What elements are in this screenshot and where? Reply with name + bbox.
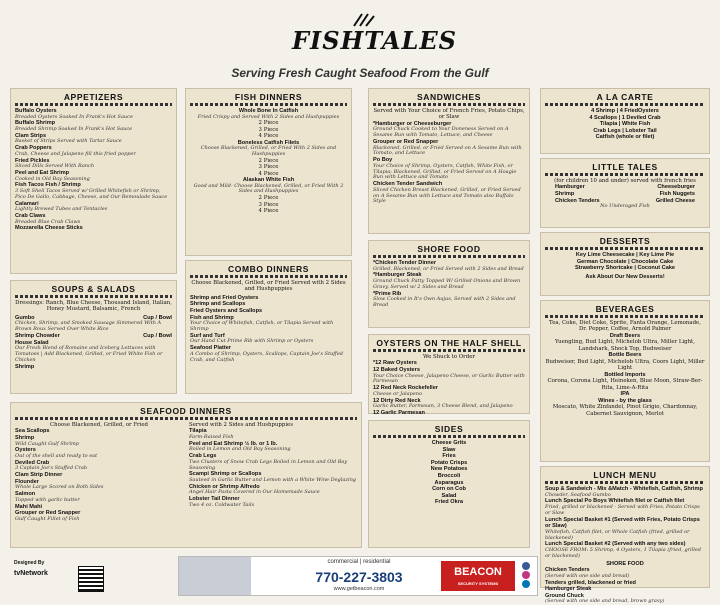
seafood-item: [15, 491, 183, 503]
network-name: tvNetwork: [14, 570, 48, 577]
item-name: Lunch Special Basket #1 (Served with Fries, Potato Crisps or Slaw): [545, 516, 700, 530]
fish-size: 3 Piece: [258, 164, 279, 171]
combo-intro: Choose Blackened, Grilled, or Fried Served with 2 Sides and Hushpuppies: [191, 280, 346, 293]
item-desc: Your Choice of Shrimp, Oysters, Catfish, White Fish, or Tilapia; Blackened, Grilled, or Fried Served on A Hoagie Bun with Lettuce and Tomato: [373, 162, 517, 181]
beverage-group: IPA: [620, 391, 630, 398]
item-desc: Crab, Cheese and Jalapeno fill this fried popper: [15, 150, 136, 157]
lunch-item: [545, 498, 705, 516]
item-name: Surf and Turf: [190, 332, 225, 339]
item-name: Deviled Crab: [15, 459, 50, 466]
item-desc: Two 4 oz. Coldwater Tails: [189, 501, 255, 508]
ad-photo: [179, 557, 251, 595]
sandwich-item: [373, 157, 525, 181]
tagline: Serving Fresh Caught Seafood From the Gulf: [231, 66, 489, 80]
combo-panel: [185, 260, 352, 394]
linkedin-icon[interactable]: [522, 580, 530, 588]
sandwiches-panel: [368, 88, 530, 234]
oysters-list: [373, 360, 525, 416]
appetizer-item: [15, 158, 172, 170]
seafood-item: [189, 453, 357, 471]
qr-code-icon[interactable]: [78, 566, 104, 592]
item-desc: Sliced Chicken Breast Blackened, Grilled, or Fried Served on A Sesame Bun with Lettuce and Tomato also Buffalo Style: [373, 186, 521, 205]
seafood-item: [15, 504, 183, 511]
beverage-list: Moscato, White Zinfandel, Pinot Grigio, Chardonnay, Cabernet Sauvignon, Merlot: [552, 404, 698, 417]
item-name: *Chicken Tender Dinner: [373, 260, 436, 266]
beacon-logo: [441, 561, 515, 591]
side-item: Fries: [442, 453, 456, 460]
item-name: Shrimp Chowder: [15, 333, 60, 339]
appetizer-item: [15, 213, 172, 225]
item-name: Sea Scallops: [15, 428, 50, 435]
item-name: *Hamburger Steak: [373, 272, 422, 279]
fish-size: 2 Piece: [258, 195, 279, 202]
item-name: Chicken Tenders: [545, 567, 590, 574]
item-desc: Boiled in Lemon and Old Bay Seasoning: [189, 446, 291, 453]
appetizer-item: [15, 133, 172, 145]
sandwiches-title: SANDWICHES: [416, 92, 482, 102]
fish-desc: Choose Blackened, Grilled, or Fried With 2 Sides and Hushpuppies: [200, 145, 337, 157]
item-desc: Angel Hair Pasta Covered in Our Homemade Sauce: [189, 489, 320, 496]
fish-size: 4 Piece: [258, 133, 279, 140]
little-item: Chicken Tenders: [555, 197, 600, 204]
beverage-group: Bottle Beers: [608, 352, 642, 359]
item-desc: Our Fresh Blend of Romaine and Iceberg Lettuces with Tomatoes | Add Blackened, Grilled, or Fried White Fish or Chicken: [15, 345, 163, 363]
side-item: Slaw: [442, 446, 456, 453]
oysters-panel: [368, 334, 530, 414]
item-name: Flounder: [15, 478, 39, 485]
fish-size: 4 Piece: [258, 170, 279, 177]
beacon-brand: BEACON: [454, 566, 502, 578]
alacarte-line: Catfish (whole or filet): [595, 134, 655, 141]
item-name: Buffalo Shrimp: [15, 120, 56, 127]
designed-label: Designed By: [14, 560, 45, 566]
item-name: Clam Strip Dinner: [15, 472, 63, 479]
combo-item: [190, 333, 347, 345]
combo-list: [190, 295, 347, 364]
item-name: Chicken or Shrimp Alfredo: [189, 483, 260, 490]
fish-size: 4 Piece: [258, 208, 279, 215]
item-name: Salmon: [15, 491, 36, 498]
fish-group: [190, 108, 347, 140]
seafood-panel: [10, 402, 362, 548]
lunch-list: [545, 486, 705, 560]
fish-panel: [185, 88, 352, 256]
item-name: *Prime Rib: [373, 290, 402, 297]
shore-title: SHORE FOOD: [417, 244, 481, 254]
item-desc: Wild Caught Gulf Shrimp: [15, 440, 79, 447]
ad-phone[interactable]: 770-227-3803: [315, 569, 403, 585]
oyster-item: [373, 360, 525, 367]
item-desc: Grilled, Blackened, or Fried Served with 2 Sides and Bread: [373, 265, 524, 272]
little-item: Shrimp: [555, 191, 575, 197]
item-desc: Slow Cooked in It's Own Aujus, Served with 2 Sides and Bread: [373, 296, 516, 308]
item-name: Po Boy: [373, 157, 393, 164]
sides-title: SIDES: [434, 424, 464, 434]
item-desc: Basket of Strips Served with Tartar Sauce: [15, 138, 122, 145]
appetizer-item: [15, 201, 172, 213]
item-name: Clam Strips: [15, 132, 47, 139]
sandwich-item: [373, 121, 525, 139]
item-name: Soup & Sandwich - Mix &Match - Whitefish, Catfish, Shrimp: [545, 486, 703, 492]
sandwiches-intro: Served with Your Choice of French Fries, Potato Chips, or Slaw: [373, 108, 525, 121]
shore-list: [373, 260, 525, 309]
item-name: Oysters: [15, 447, 36, 454]
seafood-item: [15, 435, 183, 447]
seafood-item: [15, 479, 183, 491]
item-name: Fish Tacos Fish / Shrimp: [15, 182, 81, 189]
little-item: Cheeseburger: [657, 184, 695, 191]
beverage-list: Yuengling, Bud Light, Michelob Ultra, Miller Light, Landshark, Shock Top, Budweiser: [555, 339, 695, 352]
logo-text: FISHTALES: [292, 26, 457, 55]
beverage-group: Draft Beers: [609, 332, 641, 339]
seafood-intro-left: Choose Blackened, Grilled, or Fried: [49, 422, 148, 428]
soups-list: [15, 315, 172, 370]
little-title: LITTLE TALES: [592, 162, 658, 172]
shore-item: [373, 272, 525, 290]
little-row: [545, 184, 705, 191]
item-size: Cup / Bowl: [143, 314, 172, 321]
combo-item: [190, 301, 347, 308]
sides-list: [373, 440, 525, 506]
seafood-item: [15, 460, 183, 472]
fish-size: 2 Piece: [258, 157, 279, 164]
item-desc: CHOOSE FROM: 5 Shrimp, 4 Oysters, 1 Tilapia (fried, grilled or blackened): [545, 546, 701, 559]
alacarte-line: 4 Scallops | 1 Deviled Crab: [589, 114, 661, 121]
item-desc: Breaded Shrimp Soaked In Frank's Hot Sauce: [15, 125, 133, 132]
item-desc: Farm-Raised Fish: [189, 434, 234, 440]
fish-size: 3 Piece: [258, 126, 279, 133]
item-desc: Sauteed in Garlic Butter and Lemon with a White Wine Deglazing: [189, 476, 356, 483]
item-name: 12 Garlic Parmesan: [373, 409, 425, 416]
appetizer-item: [15, 120, 172, 132]
item-name: 12 Baked Oysters: [373, 367, 420, 373]
item-name: Tilapia: [189, 428, 207, 435]
seafood-item: [15, 510, 183, 522]
fish-name: Alaskan White Fish: [242, 177, 295, 184]
lunch-shore-item: [545, 593, 705, 605]
seafood-item: [189, 441, 357, 453]
item-desc: Whole Large Scored on Both Sides: [15, 484, 104, 491]
sandwich-item: [373, 139, 525, 157]
soups-title: SOUPS & SALADS: [51, 284, 136, 294]
item-name: Shrimp and Scallops: [190, 301, 246, 308]
fish-group: [190, 140, 347, 177]
designed-by: [14, 560, 48, 577]
seafood-item: [15, 447, 183, 459]
oyster-item: [373, 385, 525, 397]
item-desc: Chicken, Shrimp, and Smoked Sausage Simmered With A Brown Roux Served Over White Rice: [15, 320, 162, 333]
seafood-left-list: [15, 428, 183, 522]
lunch-item: [545, 517, 705, 542]
combo-item: [190, 315, 347, 333]
beverages-soft: Tea, Coke, Diet Coke, Sprite, Fanta Orange, Lemonade, Dr. Pepper, Coffee, Arnold Palmer: [549, 320, 701, 333]
oysters-title: OYSTERS ON THE HALF SHELL: [376, 338, 522, 348]
combo-item: [190, 295, 347, 302]
beverages-list: [545, 333, 705, 417]
item-desc: Chowder, Seafood Gumbo: [545, 491, 611, 498]
soup-item: [15, 333, 172, 340]
appetizer-item: [15, 108, 172, 120]
seafood-item: [189, 471, 357, 483]
soups-panel: [10, 280, 177, 394]
item-desc: 3 Soft Shell Tacos Served w/ Grilled Whitefish or Shrimp, Pico De Gallo, Cabbage, Cheese, and Our Remoulade Sauce: [15, 187, 168, 200]
desserts-note: Ask About Our New Desserts!: [585, 273, 665, 280]
side-item: Broccoli: [437, 472, 461, 479]
item-name: House Salad: [15, 339, 49, 346]
soup-item: [15, 340, 172, 364]
item-desc: Lightly Brewed Tubes and Tentacles: [15, 206, 108, 213]
item-name: Peel and Eat Shrimp ½ lb. or 1 lb.: [189, 440, 278, 447]
side-item: Salad: [441, 492, 457, 499]
oysters-intro: We Shuck to Order: [423, 354, 475, 360]
social-icons: [517, 561, 535, 591]
alacarte-line: 4 Shrimp | 4 FriedOysters: [591, 108, 659, 114]
item-desc: 3 Captain Joe's Stuffed Crab: [15, 465, 88, 472]
seafood-item: [189, 484, 357, 496]
item-name: 12 Dirty Red Neck: [373, 397, 421, 404]
item-name: Gumbo: [15, 314, 35, 321]
facebook-icon[interactable]: [522, 562, 530, 570]
item-name: Mozzarella Cheese Sticks: [15, 225, 83, 232]
shore-panel: [368, 240, 530, 328]
alacarte-line: Crab Legs | Lobster Tail: [593, 127, 657, 134]
item-desc: Whitefish, Catfish filet, or Whole Catfish (fried, grilled or blackened): [545, 528, 690, 541]
lunch-panel: [540, 466, 710, 605]
item-desc: Fried, grilled or blackened - Served with Fries, Potato Crisps or Slaw: [545, 503, 700, 516]
alacarte-panel: [540, 88, 710, 154]
soup-item: [15, 315, 172, 333]
item-name: Tenders grilled, blackened or fried: [545, 579, 636, 586]
beverage-list: Corona, Corona Light, Heineken, Blue Moon, Straw-Ber-Rita, Lime-A-Rita: [547, 378, 703, 391]
oyster-item: [373, 367, 525, 385]
item-row: [15, 333, 172, 340]
item-name: *12 Raw Oysters: [373, 360, 417, 367]
item-size: Cup / Bowl: [143, 333, 172, 339]
sides-panel: [368, 420, 530, 548]
beverage-group: Bottled Imports: [604, 371, 646, 378]
fish-size: 2 Piece: [258, 120, 279, 127]
seafood-intro-right: Served with 2 Sides and Hushpuppies: [189, 422, 293, 428]
fish-title: FISH DINNERS: [234, 92, 303, 102]
item-desc: Out of the shell and ready to eat: [15, 452, 98, 459]
item-desc: Your Choice of Whitefish, Catfish, or Tilapia Served with Shrimp: [190, 320, 334, 332]
item-name: Hamburger Steak: [545, 586, 592, 593]
dessert-line: Key Lime Cheesecake | Key Lime Pie: [575, 252, 675, 258]
item-name: Buffalo Oysters: [15, 108, 57, 114]
fish-group: [190, 177, 347, 214]
item-name: Chicken Tender Sandwich: [373, 181, 443, 188]
lunch-item: [545, 486, 705, 498]
item-name: Lunch Special Basket #2 (Served with any two sides): [545, 541, 686, 548]
soup-item: [15, 364, 172, 371]
item-desc: Our Hand Cut Prime Rib with Shrimp or Oysters: [190, 338, 314, 345]
little-list: [545, 184, 705, 204]
side-item: Fried Okra: [435, 499, 463, 506]
alacarte-title: A LA CARTE: [596, 92, 654, 102]
beacon-sub: SECURITY SYSTEMS: [457, 581, 499, 586]
beverage-list: Budweiser, Bud Light, Michelob Ultra, Coors Light, Miller Light: [545, 358, 705, 372]
little-note: No Underaged Fish: [600, 203, 650, 210]
item-desc: (Served with one side and bread, brown gravy): [545, 598, 665, 605]
lunch-shore-item: [545, 586, 705, 593]
side-item: Asparagus: [434, 479, 464, 486]
little-item: Fish Nuggets: [659, 191, 695, 197]
appetizer-item: [15, 170, 172, 182]
beverages-title: BEVERAGES: [595, 304, 655, 314]
desserts-panel: [540, 232, 710, 296]
item-name: Fried Oysters and Scallops: [190, 308, 263, 314]
item-name: Scampi Shrimp or Scallops: [189, 471, 262, 478]
side-item: Cheese Grits: [431, 440, 467, 446]
item-desc: Topped with garlic butter: [15, 496, 80, 503]
fish-size: 3 Piece: [258, 201, 279, 208]
beverage-group: Wines - by the glass: [598, 397, 652, 404]
alacarte-list: [545, 108, 705, 141]
oyster-item: [373, 398, 525, 410]
appetizers-panel: [10, 88, 177, 274]
item-desc: Breaded Blue Crab Claws: [15, 218, 81, 225]
combo-item: [190, 345, 347, 363]
item-desc: Two Clusters of Snow Crab Legs Boiled in Lemon and Old Bay Seasoning: [189, 458, 348, 471]
item-name: Lobster Tail Dinner: [189, 496, 240, 503]
appetizer-item: [15, 182, 172, 200]
oyster-item: [373, 410, 525, 417]
instagram-icon[interactable]: [522, 571, 530, 579]
item-name: *Hamburger or Cheeseburger: [373, 120, 452, 127]
item-name: Fish and Shrimp: [190, 314, 234, 321]
item-name: Crab Poppers: [15, 145, 52, 152]
appetizers-list: [15, 108, 172, 232]
desserts-list: [545, 252, 705, 272]
item-name: Shrimp: [15, 363, 35, 370]
item-desc: A Combo of Shrimp, Oysters, Scallops, Captain Joe's Stuffed Crab, and Catfish: [190, 350, 344, 363]
desserts-title: DESSERTS: [599, 236, 651, 246]
lunch-shore-item: [545, 567, 705, 579]
side-item: New Potatoes: [430, 466, 468, 473]
item-name: Crab Claws: [15, 212, 46, 219]
item-name: 12 Red Neck Rockefeller: [373, 385, 438, 392]
item-name: Calamari: [15, 200, 39, 207]
fish-name: Boneless Catfish Filets: [237, 139, 300, 146]
lunch-shore-item: [545, 580, 705, 587]
item-name: Lunch Special Po Boys Whitefish filet or Catfish filet: [545, 498, 685, 505]
item-name: Shrimp and Fried Oysters: [190, 294, 259, 301]
item-name: Peel and Eat Shrimp: [15, 169, 70, 176]
seafood-item: [15, 472, 183, 479]
item-desc: Breaded Oysters Soaked In Frank's Hot Sauce: [15, 113, 133, 120]
lunch-item: [545, 541, 705, 559]
combo-title: COMBO DINNERS: [228, 264, 309, 274]
fish-desc: Fried Crispy and Served With 2 Sides and Hushpuppies: [197, 113, 340, 120]
side-item: Corn on Cob: [432, 486, 466, 493]
little-item: Grilled Cheese: [655, 197, 695, 204]
seafood-item: [189, 428, 357, 440]
little-intro: (for children 10 and under) served with french fries: [554, 178, 696, 184]
item-name: Grouper or Red Snapper: [15, 510, 81, 517]
beverages-panel: [540, 300, 710, 462]
dressings-text: Dressings: Ranch, Blue Cheese, Thousand Island, Italian, Honey Mustard, Balsamic, French: [15, 300, 172, 313]
dessert-line: German Chocolate | Chocolate Cake: [576, 258, 674, 265]
fish-name: Whole Bone In Catfish: [238, 108, 299, 114]
item-desc: Gulf Caught Fillet of Fish: [15, 515, 80, 522]
little-row: [545, 191, 705, 198]
item-desc: (Served with one side and bread): [545, 572, 630, 579]
fish-desc: Good and Mild- Choose Blackened, Grilled, or Fried With 2 Sides and Hushpuppies: [193, 182, 344, 195]
item-name: Grouper or Red Snapper: [373, 139, 439, 145]
item-name: Crab Legs: [189, 453, 217, 460]
item-name: Mahi Mahi: [15, 503, 43, 510]
item-desc: Your Choice Cheese, Jalapeno Cheese, or Garlic Butter with Parmesan: [373, 372, 525, 385]
seafood-item: [189, 496, 357, 508]
sandwich-item: [373, 181, 525, 205]
sandwiches-list: [373, 121, 525, 205]
ad-top-text: commercial | residential: [327, 559, 391, 565]
item-desc: Ground Chuck Cooked to Your Doneness Served on A Sesame Bun with Tomato, Lettuce, and Cheese: [373, 126, 509, 139]
item-desc: Blackened, Grilled, or Fried Served on A Sesame Bun with Tomato, and Lettuce: [373, 144, 522, 157]
lunch-title: LUNCH MENU: [593, 470, 657, 480]
shore-item: [373, 260, 525, 272]
little-panel: [540, 158, 710, 228]
shore-item: [373, 291, 525, 309]
item-name: Ground Chuck: [545, 592, 584, 599]
fish-list: [190, 108, 347, 214]
appetizer-item: [15, 225, 172, 232]
beacon-ad[interactable]: [178, 556, 538, 596]
lunch-shore-list: [545, 567, 705, 605]
item-name: Shrimp: [15, 435, 35, 441]
combo-item: [190, 308, 347, 315]
item-desc: Ground Chuck Patty Topped W/ Grilled Onions and Brown Gravy, Served w/ 2 Sides and Bread: [373, 277, 521, 290]
item-desc: Cooked in Old Bay Seasoning: [15, 175, 90, 182]
item-desc: Cheese or Jalapeno: [373, 390, 423, 397]
little-item: Hamburger: [555, 184, 585, 191]
ad-url[interactable]: www.getbeacon.com: [333, 586, 385, 592]
seafood-right-list: [189, 428, 357, 508]
side-item: Potato Crisps: [430, 459, 468, 466]
item-desc: Sliced Dills Served With Ranch: [15, 163, 95, 170]
lunch-shore-title: SHORE FOOD: [606, 560, 644, 567]
appetizers-title: APPETIZERS: [63, 92, 124, 102]
item-name: Fried Pickles: [15, 157, 50, 164]
alacarte-line: Tilapia | White Fish: [599, 121, 651, 128]
fishtales-logo: [292, 10, 457, 62]
seafood-item: [15, 428, 183, 435]
item-desc: Garlic Butter, Parmesan, 3 Cheese Blend, and Jalapeno: [373, 403, 513, 410]
item-name: Seafood Platter: [190, 345, 232, 352]
seafood-title: SEAFOOD DINNERS: [140, 406, 232, 416]
appetizer-item: [15, 145, 172, 157]
dessert-line: Strawberry Shortcake | Coconut Cake: [574, 265, 676, 272]
